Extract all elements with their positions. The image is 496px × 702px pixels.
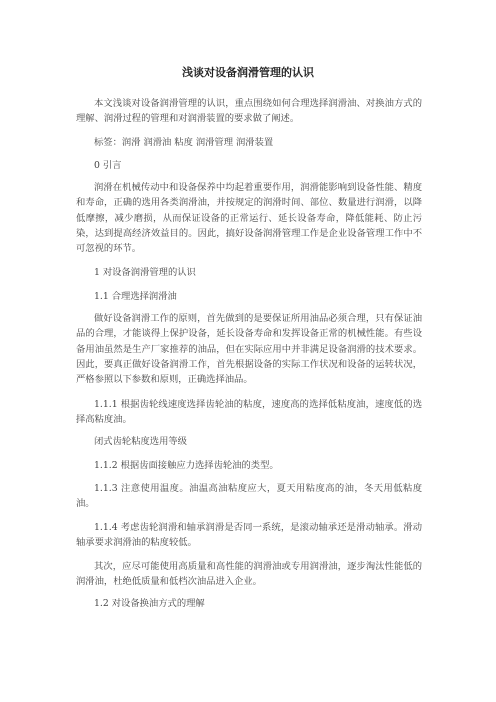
section-1-1-heading: 1.1 合理选择润滑油: [94, 291, 177, 302]
keywords-line: 标签：润滑 润滑油 粘度 润滑管理 润滑装置: [94, 137, 274, 148]
section-1-1-2-paragraph: 1.1.2 根据齿面接触应力选择齿轮油的类型。: [94, 460, 279, 471]
section-1-1-4-paragraph: 1.1.4 考虑齿轮润滑和轴承润滑是否同一系统，是滚动轴承还是滑动轴承。滑动轴承要求润滑油的粘度较低。: [76, 522, 422, 549]
secondly-paragraph: 其次，应尽可能使用高质量和高性能的润滑油或专用润滑油，逐步淘汰性能低的润滑油，杜绝低质量和低档次油品进入企业。: [76, 561, 422, 588]
section-1-2-heading: 1.2 对设备换油方式的理解: [94, 598, 205, 609]
section-1-1-paragraph: 做好设备润滑工作的原则，首先做到的是要保证所用油品必须合理，只有保证油品的合理，才能谈得上保护设备，延长设备寿命和发挥设备正常的机械性能。有些设备用油虽然是生产厂家推荐的油品，但在实际应用中并非满足设备润滑的技术要求。因此，要真正做好设备润滑工作，首先根据设备的实际工作状况和设备的运转状况，严格参照以下参数和原则，正确选择油品。: [76, 313, 422, 386]
section-1-1-1-paragraph: 1.1.1 根据齿轮线速度选择齿轮油的粘度，速度高的选择低粘度油，速度低的选择高粘度油。: [76, 399, 422, 426]
abstract-paragraph: 本文浅谈对设备润滑管理的认识，重点围绕如何合理选择润滑油、对换油方式的理解、润滑过程的管理和对润滑装置的要求做了阐述。: [76, 98, 422, 125]
intro-heading: 0 引言: [94, 160, 122, 171]
section-1-1-3-paragraph: 1.1.3 注意使用温度。油温高油粘度应大，夏天用粘度高的油，冬天用低粘度油。: [76, 483, 422, 510]
document-title: 浅谈对设备润滑管理的认识: [182, 66, 314, 79]
section-1-heading: 1 对设备润滑管理的认识: [94, 267, 196, 278]
intro-paragraph: 润滑在机械传动中和设备保养中均起着重要作用，润滑能影响到设备性能、精度和寿命，正确的选用各类润滑油，并按规定的润滑时间、部位、数量进行润滑，以降低摩擦，减少磨损，从而保证设备的正常运行、延长设备寿命，降低能耗、防止污染，达到提高经济效益目的。因此，搞好设备润滑管理工作是企业设备管理工作中不可忽视的环节。: [76, 182, 422, 255]
closed-gear-viscosity-caption: 闭式齿轮粘度选用等级: [94, 436, 187, 447]
